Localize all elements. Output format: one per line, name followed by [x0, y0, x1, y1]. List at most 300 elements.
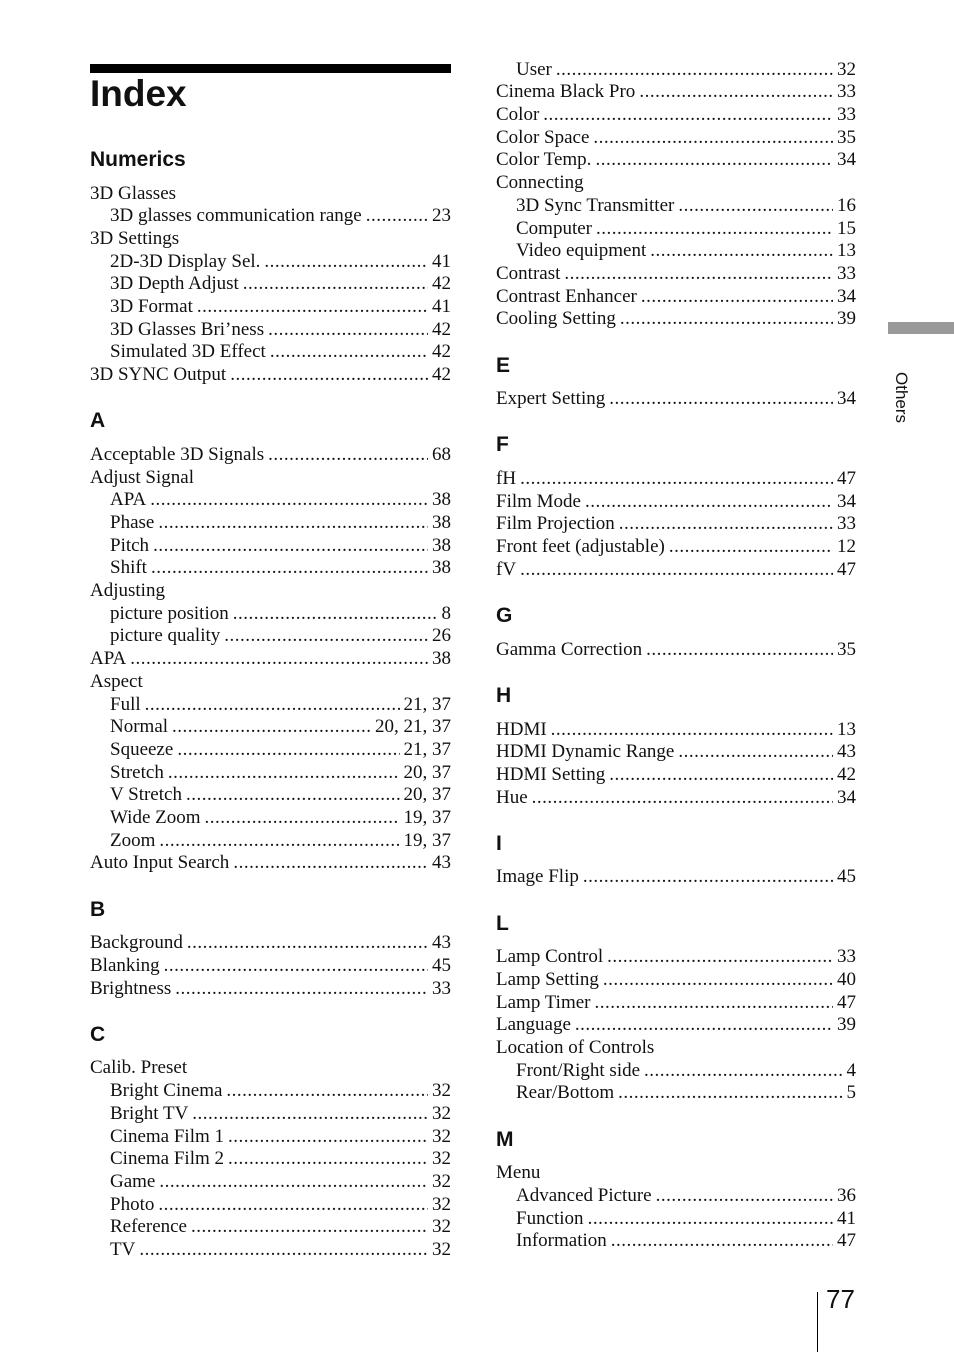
entry-page-ref: 42: [432, 364, 451, 386]
page-number: 77: [826, 1284, 855, 1314]
entry-page-ref: 38: [432, 512, 451, 534]
entry-term: Full: [110, 693, 141, 715]
entry-term: 3D Depth Adjust: [110, 273, 239, 295]
index-entry: [90, 341, 451, 364]
dot-leader: [159, 830, 399, 853]
section-heading: M: [496, 1127, 514, 1151]
dot-leader: [268, 319, 428, 342]
page-title: Index: [90, 73, 187, 114]
dot-leader: [187, 932, 428, 955]
entry-page-ref: 39: [837, 1014, 856, 1036]
entry-term: Bright Cinema: [110, 1080, 223, 1102]
entry-term: Information: [516, 1230, 607, 1252]
index-column-right: [496, 59, 856, 1253]
entry-page-ref: 42: [432, 318, 451, 340]
index-section: [90, 143, 451, 387]
index-entry: [90, 296, 451, 319]
dot-leader: [159, 1171, 428, 1194]
index-entry: [90, 603, 451, 626]
entry-page-ref: 20, 37: [403, 761, 451, 783]
entry-term: 3D SYNC Output: [90, 364, 227, 386]
dot-leader: [226, 1080, 428, 1103]
index-entry: [496, 1162, 856, 1185]
entry-page-ref: 13: [837, 240, 856, 262]
dot-leader: [596, 218, 833, 241]
entry-page-ref: 4: [846, 1059, 856, 1081]
entry-page-ref: 43: [432, 932, 451, 954]
entry-term: Lamp Timer: [496, 991, 591, 1013]
dot-leader: [641, 286, 833, 309]
dot-leader: [151, 557, 428, 580]
entry-term: Acceptable 3D Signals: [90, 443, 265, 465]
index-column-left: [90, 143, 451, 1262]
section-heading: C: [90, 1022, 106, 1046]
entry-term: Location of Controls: [496, 1037, 655, 1059]
index-entry: [496, 240, 856, 263]
entry-term: Color Temp.: [496, 149, 592, 171]
entry-page-ref: 33: [432, 977, 451, 999]
entry-term: Gamma Correction: [496, 638, 643, 660]
entry-term: Function: [516, 1207, 584, 1229]
section-heading: E: [496, 353, 511, 377]
dot-leader: [158, 512, 428, 535]
entry-page-ref: 47: [837, 468, 856, 489]
entry-page-ref: 20, 37: [403, 784, 451, 806]
entry-term: Contrast Enhancer: [496, 285, 637, 307]
entry-term: Cooling Setting: [496, 308, 616, 330]
entry-page-ref: 21, 37: [403, 738, 451, 760]
entry-page-ref: 41: [837, 1207, 856, 1229]
entry-page-ref: 34: [837, 490, 856, 512]
entry-page-ref: 45: [432, 954, 451, 976]
entry-page-ref: 43: [432, 852, 451, 874]
dot-leader: [172, 716, 371, 739]
index-entry: [90, 1216, 451, 1239]
index-entry: [496, 491, 856, 514]
entry-term: Video equipment: [516, 240, 647, 262]
entry-page-ref: 42: [837, 763, 856, 785]
dot-leader: [575, 1014, 833, 1037]
entry-term: Stretch: [110, 761, 164, 783]
index-section: [496, 349, 856, 411]
entry-term: 3D Settings: [90, 227, 180, 249]
index-section: [496, 59, 856, 331]
page-number-divider: [817, 1292, 818, 1352]
dot-leader: [588, 1208, 833, 1231]
entry-page-ref: 5: [846, 1082, 856, 1104]
index-entry: [90, 205, 451, 228]
index-entry: [90, 273, 451, 296]
entry-term: Cinema Film 2: [110, 1148, 224, 1170]
entry-term: Cinema Film 1: [110, 1125, 224, 1147]
dot-leader: [646, 639, 833, 662]
entry-term: Calib. Preset: [90, 1057, 188, 1079]
dot-leader: [611, 1230, 833, 1253]
index-entry: [90, 1171, 451, 1194]
section-heading: G: [496, 604, 513, 628]
dot-leader: [197, 296, 428, 319]
dot-leader: [609, 388, 833, 411]
entry-term: Advanced Picture: [516, 1185, 652, 1206]
entry-page-ref: 32: [432, 1238, 451, 1260]
dot-leader: [233, 852, 428, 875]
index-section: [496, 907, 856, 1105]
entry-term: Brightness: [90, 977, 172, 999]
entry-page-ref: 33: [837, 81, 856, 103]
entry-page-ref: 41: [432, 296, 451, 318]
dot-leader: [228, 1148, 428, 1171]
index-entry: [496, 741, 856, 764]
index-entry: [90, 319, 451, 342]
index-entry: [90, 932, 451, 955]
index-entry: [90, 1103, 451, 1126]
entry-page-ref: 47: [837, 1230, 856, 1252]
entry-term: picture quality: [110, 625, 221, 647]
dot-leader: [233, 603, 438, 626]
index-entry: [90, 694, 451, 717]
dot-leader: [175, 978, 428, 1001]
index-entry: [496, 195, 856, 218]
index-entry: [496, 1208, 856, 1231]
entry-page-ref: 32: [432, 1125, 451, 1147]
entry-term: fV: [496, 558, 517, 580]
index-entry: [496, 263, 856, 286]
entry-page-ref: 68: [432, 443, 451, 465]
entry-page-ref: 34: [837, 285, 856, 307]
index-entry: [90, 512, 451, 535]
index-entry: [90, 955, 451, 978]
index-entry: [90, 251, 451, 274]
entry-term: Contrast: [496, 262, 561, 284]
entry-term: Game: [110, 1170, 156, 1192]
dot-leader: [669, 536, 833, 559]
dot-leader: [177, 739, 399, 762]
dot-leader: [366, 205, 428, 228]
entry-term: Squeeze: [110, 738, 174, 760]
dot-leader: [532, 787, 833, 810]
entry-term: Color Space: [496, 126, 590, 148]
section-heading: L: [496, 911, 509, 935]
dot-leader: [618, 1082, 842, 1105]
entry-term: picture position: [110, 602, 229, 624]
entry-term: APA: [110, 489, 147, 511]
dot-leader: [158, 1194, 428, 1217]
entry-term: TV: [110, 1238, 136, 1260]
entry-term: 3D Glasses: [90, 182, 177, 204]
entry-page-ref: 32: [432, 1148, 451, 1170]
index-entry: [90, 557, 451, 580]
entry-page-ref: 32: [432, 1216, 451, 1238]
section-heading: A: [90, 409, 106, 433]
index-entry: [90, 1057, 451, 1080]
index-entry: [90, 1080, 451, 1103]
dot-leader: [603, 969, 833, 992]
index-entry: [90, 762, 451, 785]
index-section: [496, 1123, 856, 1253]
entry-term: 3D glasses communication range: [110, 205, 362, 227]
dot-leader: [556, 59, 833, 82]
dot-leader: [620, 308, 833, 331]
entry-term: Connecting: [496, 172, 584, 194]
entry-page-ref: 19, 37: [403, 806, 451, 828]
entry-page-ref: 33: [837, 946, 856, 968]
entry-term: Normal: [110, 716, 169, 738]
section-heading: Numerics: [90, 148, 186, 171]
dot-leader: [205, 807, 400, 830]
entry-term: Wide Zoom: [110, 806, 201, 828]
entry-page-ref: 32: [432, 1193, 451, 1215]
index-entry: [496, 1230, 856, 1253]
dot-leader: [224, 625, 428, 648]
entry-page-ref: 12: [837, 536, 856, 558]
dot-leader: [583, 866, 833, 889]
entry-term: Color: [496, 104, 540, 126]
index-entry: [496, 104, 856, 127]
index-entry: [496, 468, 856, 491]
index-entry: [90, 716, 451, 739]
dot-leader: [678, 195, 833, 218]
index-entry: [496, 1185, 856, 1208]
entry-page-ref: 34: [837, 388, 856, 410]
dot-leader: [678, 741, 833, 764]
entry-term: Photo: [110, 1193, 155, 1215]
dot-leader: [164, 955, 428, 978]
index-entry: [496, 513, 856, 536]
entry-term: Expert Setting: [496, 388, 606, 410]
entry-term: Adjust Signal: [90, 466, 194, 488]
index-entry: [496, 1060, 856, 1083]
section-heading: I: [496, 831, 502, 855]
dot-leader: [609, 764, 833, 787]
index-entry: [90, 1239, 451, 1262]
index-entry: [496, 639, 856, 662]
dot-leader: [270, 341, 428, 364]
entry-term: HDMI Dynamic Range: [496, 741, 675, 763]
entry-page-ref: 15: [837, 217, 856, 239]
index-entry: [496, 946, 856, 969]
index-entry: [90, 852, 451, 875]
index-entry: [496, 764, 856, 787]
entry-page-ref: 13: [837, 718, 856, 740]
entry-page-ref: 45: [837, 866, 856, 888]
entry-page-ref: 19, 37: [403, 829, 451, 851]
index-section: [496, 827, 856, 889]
index-entry: [496, 218, 856, 241]
entry-page-ref: 38: [432, 557, 451, 579]
section-heading: B: [90, 897, 106, 921]
index-entry: [90, 807, 451, 830]
entry-term: Aspect: [90, 670, 143, 692]
index-entry: [90, 739, 451, 762]
entry-page-ref: 32: [432, 1170, 451, 1192]
index-entry: [90, 228, 451, 251]
index-entry: [496, 719, 856, 742]
entry-term: Film Mode: [496, 490, 581, 512]
dot-leader: [644, 1060, 842, 1083]
index-entry: [496, 388, 856, 411]
entry-term: Computer: [516, 217, 592, 239]
entry-term: Blanking: [90, 954, 160, 976]
index-entry: [496, 992, 856, 1015]
index-entry: [496, 1014, 856, 1037]
entry-page-ref: 34: [837, 149, 856, 171]
entry-term: Hue: [496, 786, 528, 808]
index-entry: [90, 830, 451, 853]
entry-term: V Stretch: [110, 784, 182, 806]
entry-page-ref: 42: [432, 273, 451, 295]
entry-term: Language: [496, 1014, 571, 1036]
entry-page-ref: 43: [837, 741, 856, 763]
index-entry: [90, 444, 451, 467]
entry-term: Image Flip: [496, 866, 579, 888]
dot-leader: [585, 491, 833, 514]
index-entry: [90, 1126, 451, 1149]
entry-page-ref: 35: [837, 126, 856, 148]
entry-page-ref: 38: [432, 534, 451, 556]
entry-page-ref: 33: [837, 262, 856, 284]
index-section: [496, 679, 856, 809]
index-entry: [90, 364, 451, 387]
dot-leader: [168, 762, 400, 785]
index-entry: [90, 1148, 451, 1171]
dot-leader: [243, 273, 428, 296]
index-section: [496, 599, 856, 661]
index-section: [90, 404, 451, 875]
entry-term: Background: [90, 932, 183, 954]
index-entry: [496, 1037, 856, 1060]
index-entry: [496, 866, 856, 889]
entry-page-ref: 33: [837, 104, 856, 126]
dot-leader: [619, 513, 833, 536]
dot-leader: [595, 149, 833, 172]
entry-term: User: [516, 58, 552, 80]
dot-leader: [593, 127, 833, 150]
index-entry: [90, 183, 451, 206]
entry-term: 3D Sync Transmitter: [516, 194, 675, 216]
entry-term: Cinema Black Pro: [496, 81, 636, 103]
dot-leader: [153, 535, 428, 558]
entry-term: Front/Right side: [516, 1059, 641, 1081]
dot-leader: [564, 263, 833, 286]
dot-leader: [607, 946, 833, 969]
entry-term: 2D-3D Display Sel.: [110, 250, 261, 272]
entry-term: Pitch: [110, 534, 150, 556]
entry-page-ref: 26: [432, 625, 451, 647]
dot-leader: [192, 1103, 428, 1126]
entry-page-ref: 32: [837, 58, 856, 80]
index-entry: [90, 489, 451, 512]
index-entry: [90, 625, 451, 648]
dot-leader: [639, 81, 833, 104]
index-entry: [90, 648, 451, 671]
entry-term: fH: [496, 468, 517, 489]
entry-term: Simulated 3D Effect: [110, 341, 266, 363]
index-section: [90, 1018, 451, 1262]
entry-term: Adjusting: [90, 580, 165, 602]
dot-leader: [543, 104, 833, 127]
entry-page-ref: 20, 21, 37: [375, 716, 451, 738]
index-entry: [90, 580, 451, 603]
entry-term: Lamp Setting: [496, 969, 599, 990]
dot-leader: [139, 1239, 428, 1262]
entry-page-ref: 8: [441, 602, 451, 624]
entry-term: Rear/Bottom: [516, 1082, 615, 1104]
index-entry: [496, 172, 856, 195]
index-entry: [90, 1194, 451, 1217]
dot-leader: [594, 992, 833, 1015]
index-entry: [496, 59, 856, 82]
entry-term: Bright TV: [110, 1102, 189, 1124]
entry-term: Menu: [496, 1162, 541, 1184]
entry-page-ref: 38: [432, 489, 451, 511]
entry-page-ref: 42: [432, 341, 451, 363]
entry-page-ref: 38: [432, 648, 451, 670]
index-entry: [496, 559, 856, 582]
entry-term: 3D Glasses Bri’ness: [110, 318, 265, 340]
section-heading: H: [496, 683, 512, 707]
index-entry: [496, 1082, 856, 1105]
entry-page-ref: 47: [837, 558, 856, 580]
dot-leader: [551, 719, 833, 742]
entry-term: HDMI Setting: [496, 763, 606, 785]
section-heading: F: [496, 433, 509, 457]
entry-term: Phase: [110, 512, 155, 534]
entry-page-ref: 40: [837, 969, 856, 990]
index-entry: [90, 784, 451, 807]
entry-term: Film Projection: [496, 513, 615, 535]
index-section: [90, 893, 451, 1001]
entry-page-ref: 36: [837, 1185, 856, 1206]
index-entry: [496, 308, 856, 331]
entry-page-ref: 34: [837, 786, 856, 808]
entry-page-ref: 32: [432, 1080, 451, 1102]
entry-term: Lamp Control: [496, 946, 604, 968]
index-entry: [90, 671, 451, 694]
entry-term: HDMI: [496, 718, 547, 740]
entry-term: Front feet (adjustable): [496, 536, 665, 558]
entry-page-ref: 32: [432, 1102, 451, 1124]
dot-leader: [145, 694, 400, 717]
entry-term: Reference: [110, 1216, 187, 1238]
entry-page-ref: 39: [837, 308, 856, 330]
dot-leader: [520, 468, 833, 491]
section-tab-label: Others: [892, 372, 911, 424]
entry-page-ref: 47: [837, 991, 856, 1013]
entry-page-ref: 23: [432, 205, 451, 227]
dot-leader: [520, 559, 833, 582]
entry-page-ref: 21, 37: [403, 693, 451, 715]
index-entry: [90, 535, 451, 558]
index-section: [496, 428, 856, 581]
entry-term: Auto Input Search: [90, 852, 230, 874]
index-entry: [496, 969, 856, 992]
dot-leader: [150, 489, 428, 512]
index-entry: [496, 536, 856, 559]
index-entry: [496, 787, 856, 810]
dot-leader: [228, 1126, 428, 1149]
entry-term: APA: [90, 648, 127, 670]
section-tab-marker: [888, 322, 954, 334]
entry-page-ref: 35: [837, 638, 856, 660]
entry-page-ref: 33: [837, 513, 856, 535]
dot-leader: [656, 1185, 833, 1208]
dot-leader: [650, 240, 833, 263]
dot-leader: [130, 648, 428, 671]
dot-leader: [268, 444, 428, 467]
index-entry: [496, 149, 856, 172]
entry-term: Zoom: [110, 829, 156, 851]
index-entry: [496, 286, 856, 309]
